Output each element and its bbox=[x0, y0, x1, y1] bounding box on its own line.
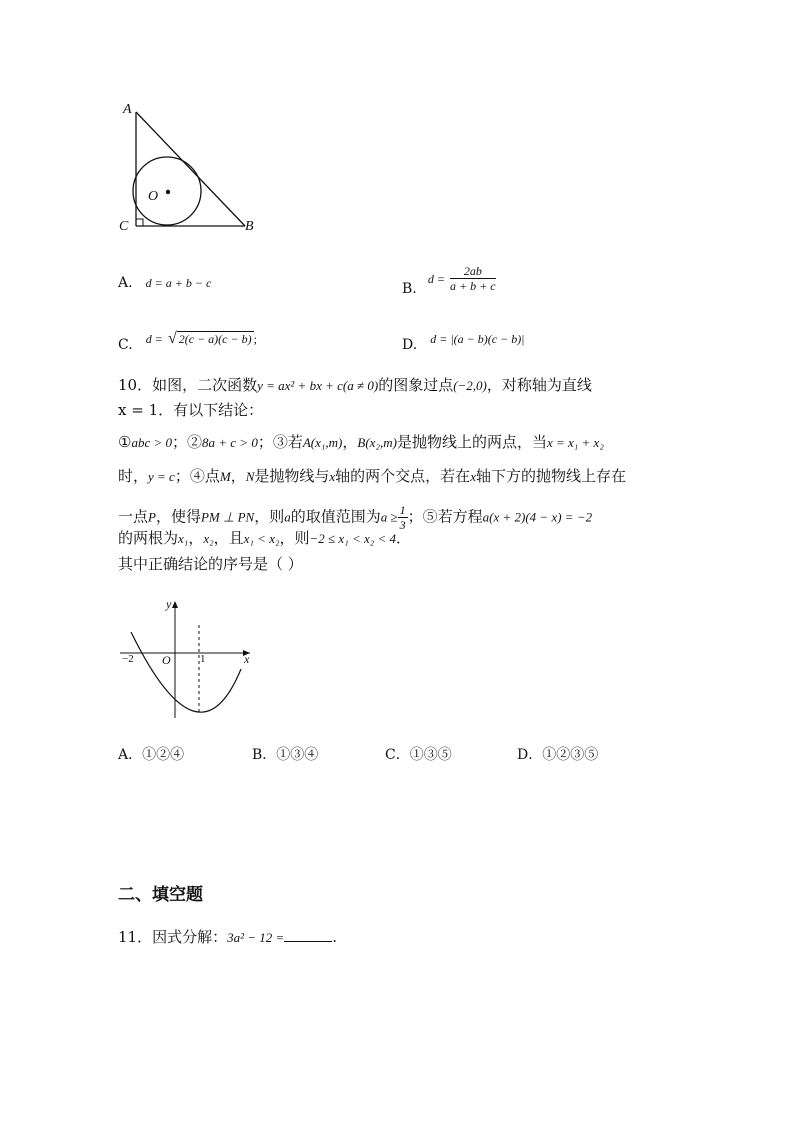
t: ，使得 bbox=[155, 507, 201, 526]
m: x₁ < x₂ bbox=[243, 531, 280, 546]
q9-option-d[interactable] bbox=[402, 328, 524, 353]
center-dot bbox=[166, 190, 170, 194]
t: ． bbox=[396, 529, 412, 547]
t: ；④点 bbox=[174, 467, 220, 485]
label-b: B bbox=[245, 219, 254, 234]
t: 是抛物线上的两点，当 bbox=[396, 433, 547, 451]
q10-option-a[interactable]: A．①②④ bbox=[118, 747, 185, 763]
m: y = c bbox=[148, 469, 175, 484]
side-ab bbox=[136, 112, 245, 226]
label-o: O bbox=[148, 189, 159, 204]
q11-line bbox=[118, 927, 337, 948]
option-letter: B. bbox=[402, 281, 417, 297]
m: x = x₁ + x₂ bbox=[546, 435, 604, 450]
q10-intro: 10．如图，二次函数 bbox=[118, 376, 258, 394]
q11-period: . bbox=[332, 928, 338, 946]
t: ① bbox=[118, 433, 132, 451]
graph-label-y: y bbox=[166, 597, 172, 611]
q10-point: (−2,0) bbox=[453, 378, 487, 393]
t: 时， bbox=[118, 467, 149, 485]
sqrt-radicand: 2(c − a)(c − b) bbox=[178, 332, 252, 346]
option-letter: A. bbox=[118, 275, 133, 291]
q10-passes: 的图象过点 bbox=[378, 376, 454, 394]
label-a: A bbox=[123, 102, 132, 117]
q9-option-b[interactable] bbox=[402, 264, 496, 297]
num: 1 bbox=[399, 503, 406, 517]
t: ；② bbox=[172, 433, 203, 451]
option-expr: d = |(a − b)(c − b)| bbox=[430, 332, 525, 346]
graph-label-x: x bbox=[244, 652, 250, 666]
q10-line-6 bbox=[118, 528, 411, 549]
parabola-graph bbox=[115, 595, 260, 725]
parabola-curve bbox=[131, 632, 241, 712]
m: M bbox=[219, 469, 231, 484]
q10-function: y = ax² + bx + c(a ≠ 0) bbox=[257, 378, 379, 393]
fraction-denominator: a + b + c bbox=[450, 279, 496, 293]
graph-label-origin: O bbox=[162, 653, 171, 667]
y-axis-arrow bbox=[172, 601, 178, 608]
m: x₁ bbox=[178, 531, 189, 546]
m: x bbox=[329, 469, 336, 484]
t: ， bbox=[188, 529, 204, 547]
q11-intro: 11．因式分解： bbox=[118, 928, 228, 946]
t: ， bbox=[230, 467, 246, 485]
q10-option-d[interactable]: D．①②③⑤ bbox=[517, 747, 599, 763]
q10-option-b[interactable]: B．①③④ bbox=[252, 747, 319, 763]
option-expr: d = a + b − c bbox=[145, 276, 212, 290]
t: 一点 bbox=[118, 507, 149, 526]
t: 轴的两个交点，若在 bbox=[335, 467, 471, 485]
t: ；⑤若方程 bbox=[407, 507, 483, 526]
graph-label-neg2: −2 bbox=[122, 653, 134, 665]
q10-line-4 bbox=[118, 466, 626, 487]
q10-line-3 bbox=[118, 432, 604, 453]
t: ， bbox=[342, 433, 358, 451]
m: a ≥ bbox=[380, 509, 398, 525]
option-letter: C. bbox=[118, 337, 133, 353]
q10-axis-line: x = 1．有以下结论： bbox=[118, 401, 264, 419]
m: N bbox=[245, 469, 255, 484]
m: −2 ≤ x₁ < x₂ < 4 bbox=[309, 531, 397, 546]
q10-line-7 bbox=[118, 554, 303, 574]
t: 的两根为 bbox=[118, 529, 179, 547]
q10-prompt: 其中正确结论的序号是（ ） bbox=[118, 555, 303, 573]
option-lhs: d = bbox=[427, 272, 445, 286]
label-c: C bbox=[119, 219, 129, 234]
m: a(x + 2)(4 − x) = −2 bbox=[482, 509, 593, 525]
t: ，且 bbox=[213, 529, 244, 547]
m: B(x₂,m) bbox=[357, 435, 397, 450]
graph-label-one: 1 bbox=[200, 653, 206, 665]
q10-option-c[interactable]: C．①③⑤ bbox=[385, 747, 452, 763]
q9-option-c[interactable] bbox=[118, 328, 257, 353]
m: abc > 0 bbox=[131, 435, 172, 450]
option-letter: D. bbox=[402, 337, 418, 353]
m: P bbox=[148, 509, 156, 525]
m: x bbox=[470, 469, 476, 484]
m: a bbox=[284, 509, 291, 525]
t: 的取值范围为 bbox=[290, 507, 381, 526]
t: ，则 bbox=[254, 507, 285, 526]
option-lhs: d = bbox=[145, 332, 163, 346]
section-title: 二、填空题 bbox=[118, 885, 203, 905]
option-end: ; bbox=[253, 332, 257, 346]
q10-axis-text: ，对称轴为直线 bbox=[486, 376, 592, 394]
q10-line-1 bbox=[118, 375, 592, 396]
den: 3 bbox=[399, 518, 406, 532]
t: ；③若 bbox=[257, 433, 303, 451]
t: ，则 bbox=[279, 529, 310, 547]
m: PM ⊥ PN bbox=[200, 509, 255, 525]
sqrt-sign: √ bbox=[167, 330, 177, 347]
m: x₂ bbox=[203, 531, 214, 546]
q11-answer-blank[interactable] bbox=[284, 927, 332, 942]
q9-option-a[interactable] bbox=[118, 272, 211, 291]
m: 8a + c > 0 bbox=[202, 435, 258, 450]
right-angle-mark bbox=[136, 219, 143, 226]
m: A(x₁,m) bbox=[302, 435, 343, 450]
q10-line-2 bbox=[118, 400, 263, 420]
t: 轴下方的抛物线上存在 bbox=[475, 467, 626, 485]
fraction-numerator: 2ab bbox=[450, 264, 496, 279]
option-fraction bbox=[450, 264, 496, 293]
t: 是抛物线与 bbox=[254, 467, 330, 485]
q11-expr: 3a² − 12 = bbox=[227, 930, 285, 945]
